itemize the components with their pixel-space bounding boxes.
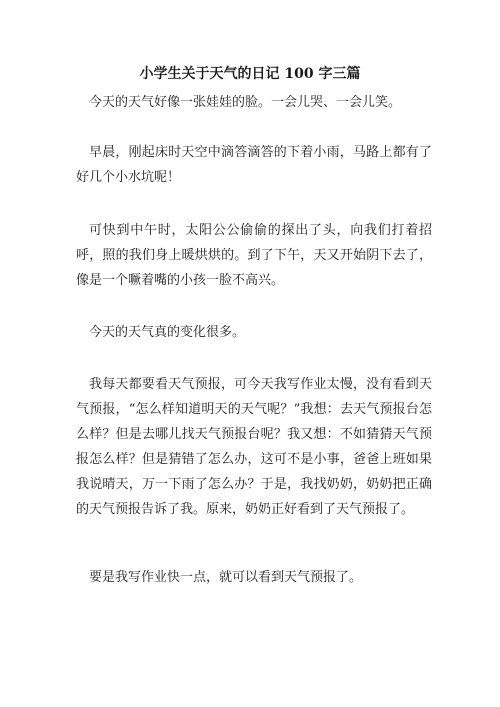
paragraph-1: 今天的天气好像一张娃娃的脸。一会儿哭、一会儿笑。 [89, 95, 402, 110]
paragraph-3: 可快到中午时，太阳公公偷偷的探出了头，向我们打着招呼，照的我们身上暖烘烘的。到了下午，天又开始阴下去了，像是一个噘着嘴的小孩一脸不高兴。 [76, 223, 432, 288]
document-title: 小学生关于天气的日记 100 字三篇 [139, 66, 361, 82]
paragraph-6: 要是我写作业快一点，就可以看到天气预报了。 [89, 570, 363, 585]
paragraph-5: 我每天都要看天气预报，可今天我写作业太慢，没有看到天气预报，“怎么样知道明天的天气呢？”我想：去天气预报台怎么样？但是去哪儿找天气预报台呢？我又想：不如猜猜天气预报怎么样？但是猜错了怎么办，这可不是小事，爸爸上班如果我说晴天，万一下雨了怎么办？于是，我找奶奶，奶奶把正确的天气预报告诉了我。原来，奶奶正好看到了天气预报了。 [76, 377, 432, 517]
paragraph-4: 今天的天气真的变化很多。 [89, 325, 246, 340]
paragraph-2: 早晨，刚起床时天空中滴答滴答的下着小雨，马路上都有了好几个小水坑呢！ [76, 145, 432, 185]
